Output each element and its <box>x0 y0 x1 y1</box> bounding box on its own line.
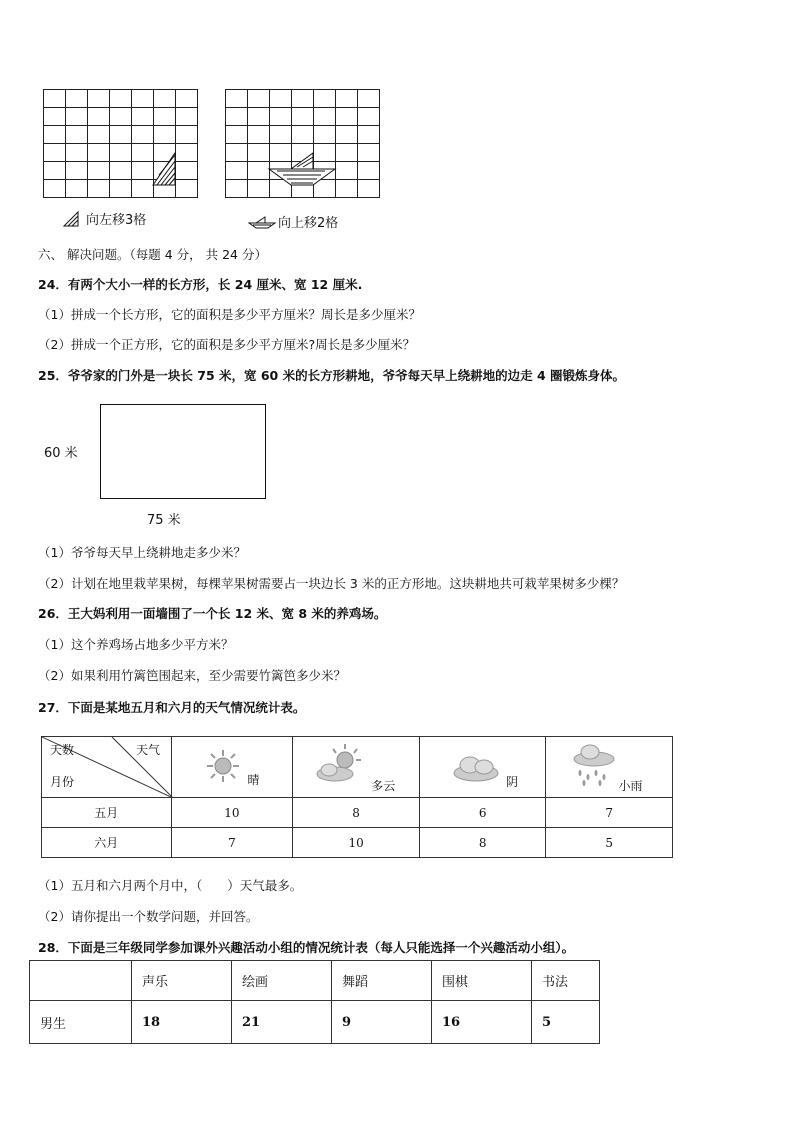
table-row <box>42 828 673 858</box>
weather-label-overcast: 阴 <box>505 775 518 789</box>
field-height-label: 60 米 <box>44 446 78 461</box>
cell-boys-dance: 9 <box>332 1001 432 1044</box>
section-6-title: 六、 解决问题。（每题 4 分， 共 24 分） <box>38 247 267 262</box>
row-month-may: 五月 <box>42 798 172 828</box>
field-width-label: 75 米 <box>147 513 181 528</box>
cell-boys-go: 16 <box>432 1001 532 1044</box>
partly-cloudy-icon <box>315 743 367 783</box>
table-row <box>30 1001 600 1044</box>
corner-month-label: 月份 <box>50 775 75 789</box>
right-figure-caption <box>248 212 338 231</box>
boat-icon <box>248 215 276 229</box>
cell-may-sunny: 10 <box>171 798 293 828</box>
q25-part1: （1）爷爷每天早上绕耕地走多少米？ <box>38 545 246 560</box>
q27-part2: （2）请你提出一个数学问题，并回答。 <box>38 909 259 924</box>
weather-header-rain <box>546 737 673 798</box>
corner-weather-label: 天气 <box>136 743 161 757</box>
q28-stem: 28．下面是三年级同学参加课外兴趣活动小组的情况统计表（每人只能选择一个兴趣活动小组）。 <box>38 940 575 955</box>
corner-days-label: 天数 <box>50 743 75 757</box>
table-row <box>42 798 673 828</box>
field-rectangle <box>100 404 266 499</box>
cell-june-cloudy: 10 <box>293 828 420 858</box>
q25-stem: 25．爷爷家的门外是一块长 75 米，宽 60 米的长方形耕地，爷爷每天早上绕耕地的边走 4 圈锻炼身体。 <box>38 368 625 383</box>
cell-may-cloudy: 8 <box>293 798 420 828</box>
weather-header-cloudy <box>293 737 420 798</box>
header-painting: 绘画 <box>232 961 332 1001</box>
cell-may-overcast: 6 <box>419 798 546 828</box>
flag-icon <box>62 211 84 227</box>
left-grid-figure <box>43 89 199 199</box>
row-month-june: 六月 <box>42 828 172 858</box>
weather-label-cloudy: 多云 <box>371 779 396 793</box>
left-figure-caption <box>62 209 146 228</box>
flag-shape <box>153 153 175 185</box>
q24-stem: 24．有两个大小一样的长方形，长 24 厘米、宽 12 厘米. <box>38 277 363 292</box>
corner-cell <box>42 737 172 798</box>
table-header-row <box>30 961 600 1001</box>
q27-stem: 27．下面是某地五月和六月的天气情况统计表。 <box>38 700 306 715</box>
rain-icon <box>572 743 618 787</box>
q26-part2: （2）如果利用竹篱笆围起来，至少需要竹篱笆多少米？ <box>38 668 346 683</box>
cell-boys-painting: 21 <box>232 1001 332 1044</box>
header-vocal: 声乐 <box>132 961 232 1001</box>
weather-header-overcast <box>419 737 546 798</box>
q27-part1: （1）五月和六月两个月中，（ ）天气最多。 <box>38 878 303 893</box>
interest-table <box>29 960 600 1044</box>
left-caption-text: 向左移3格 <box>86 213 147 228</box>
weather-table <box>41 736 673 858</box>
boat-shape <box>269 153 335 185</box>
cell-boys-vocal: 18 <box>132 1001 232 1044</box>
header-dance: 舞蹈 <box>332 961 432 1001</box>
cell-june-rain: 5 <box>546 828 673 858</box>
q24-part1: （1）拼成一个长方形，它的面积是多少平方厘米？周长是多少厘米？ <box>38 307 421 322</box>
cell-may-rain: 7 <box>546 798 673 828</box>
weather-label-rain: 小雨 <box>618 779 643 793</box>
weather-header-sunny <box>171 737 293 798</box>
right-grid-figure <box>225 89 381 199</box>
row-label-boys: 男生 <box>30 1001 132 1044</box>
header-calligraphy: 书法 <box>532 961 600 1001</box>
header-go: 围棋 <box>432 961 532 1001</box>
q26-stem: 26．王大妈利用一面墙围了一个长 12 米、宽 8 米的养鸡场。 <box>38 606 387 621</box>
header-blank <box>30 961 132 1001</box>
q25-part2: （2）计划在地里栽苹果树，每棵苹果树需要占一块边长 3 米的正方形地。这块耕地共可栽苹果树多少棵？ <box>38 576 625 591</box>
right-caption-text: 向上移2格 <box>278 216 339 231</box>
q26-part1: （1）这个养鸡场占地多少平方米？ <box>38 637 234 652</box>
cell-june-overcast: 8 <box>419 828 546 858</box>
cell-boys-calligraphy: 5 <box>532 1001 600 1044</box>
q24-part2: （2）拼成一个正方形，它的面积是多少平方厘米?周长是多少厘米？ <box>38 337 416 352</box>
cloud-icon <box>452 751 500 783</box>
weather-label-sunny: 晴 <box>247 773 260 787</box>
cell-june-sunny: 7 <box>171 828 293 858</box>
sun-icon <box>206 749 240 783</box>
